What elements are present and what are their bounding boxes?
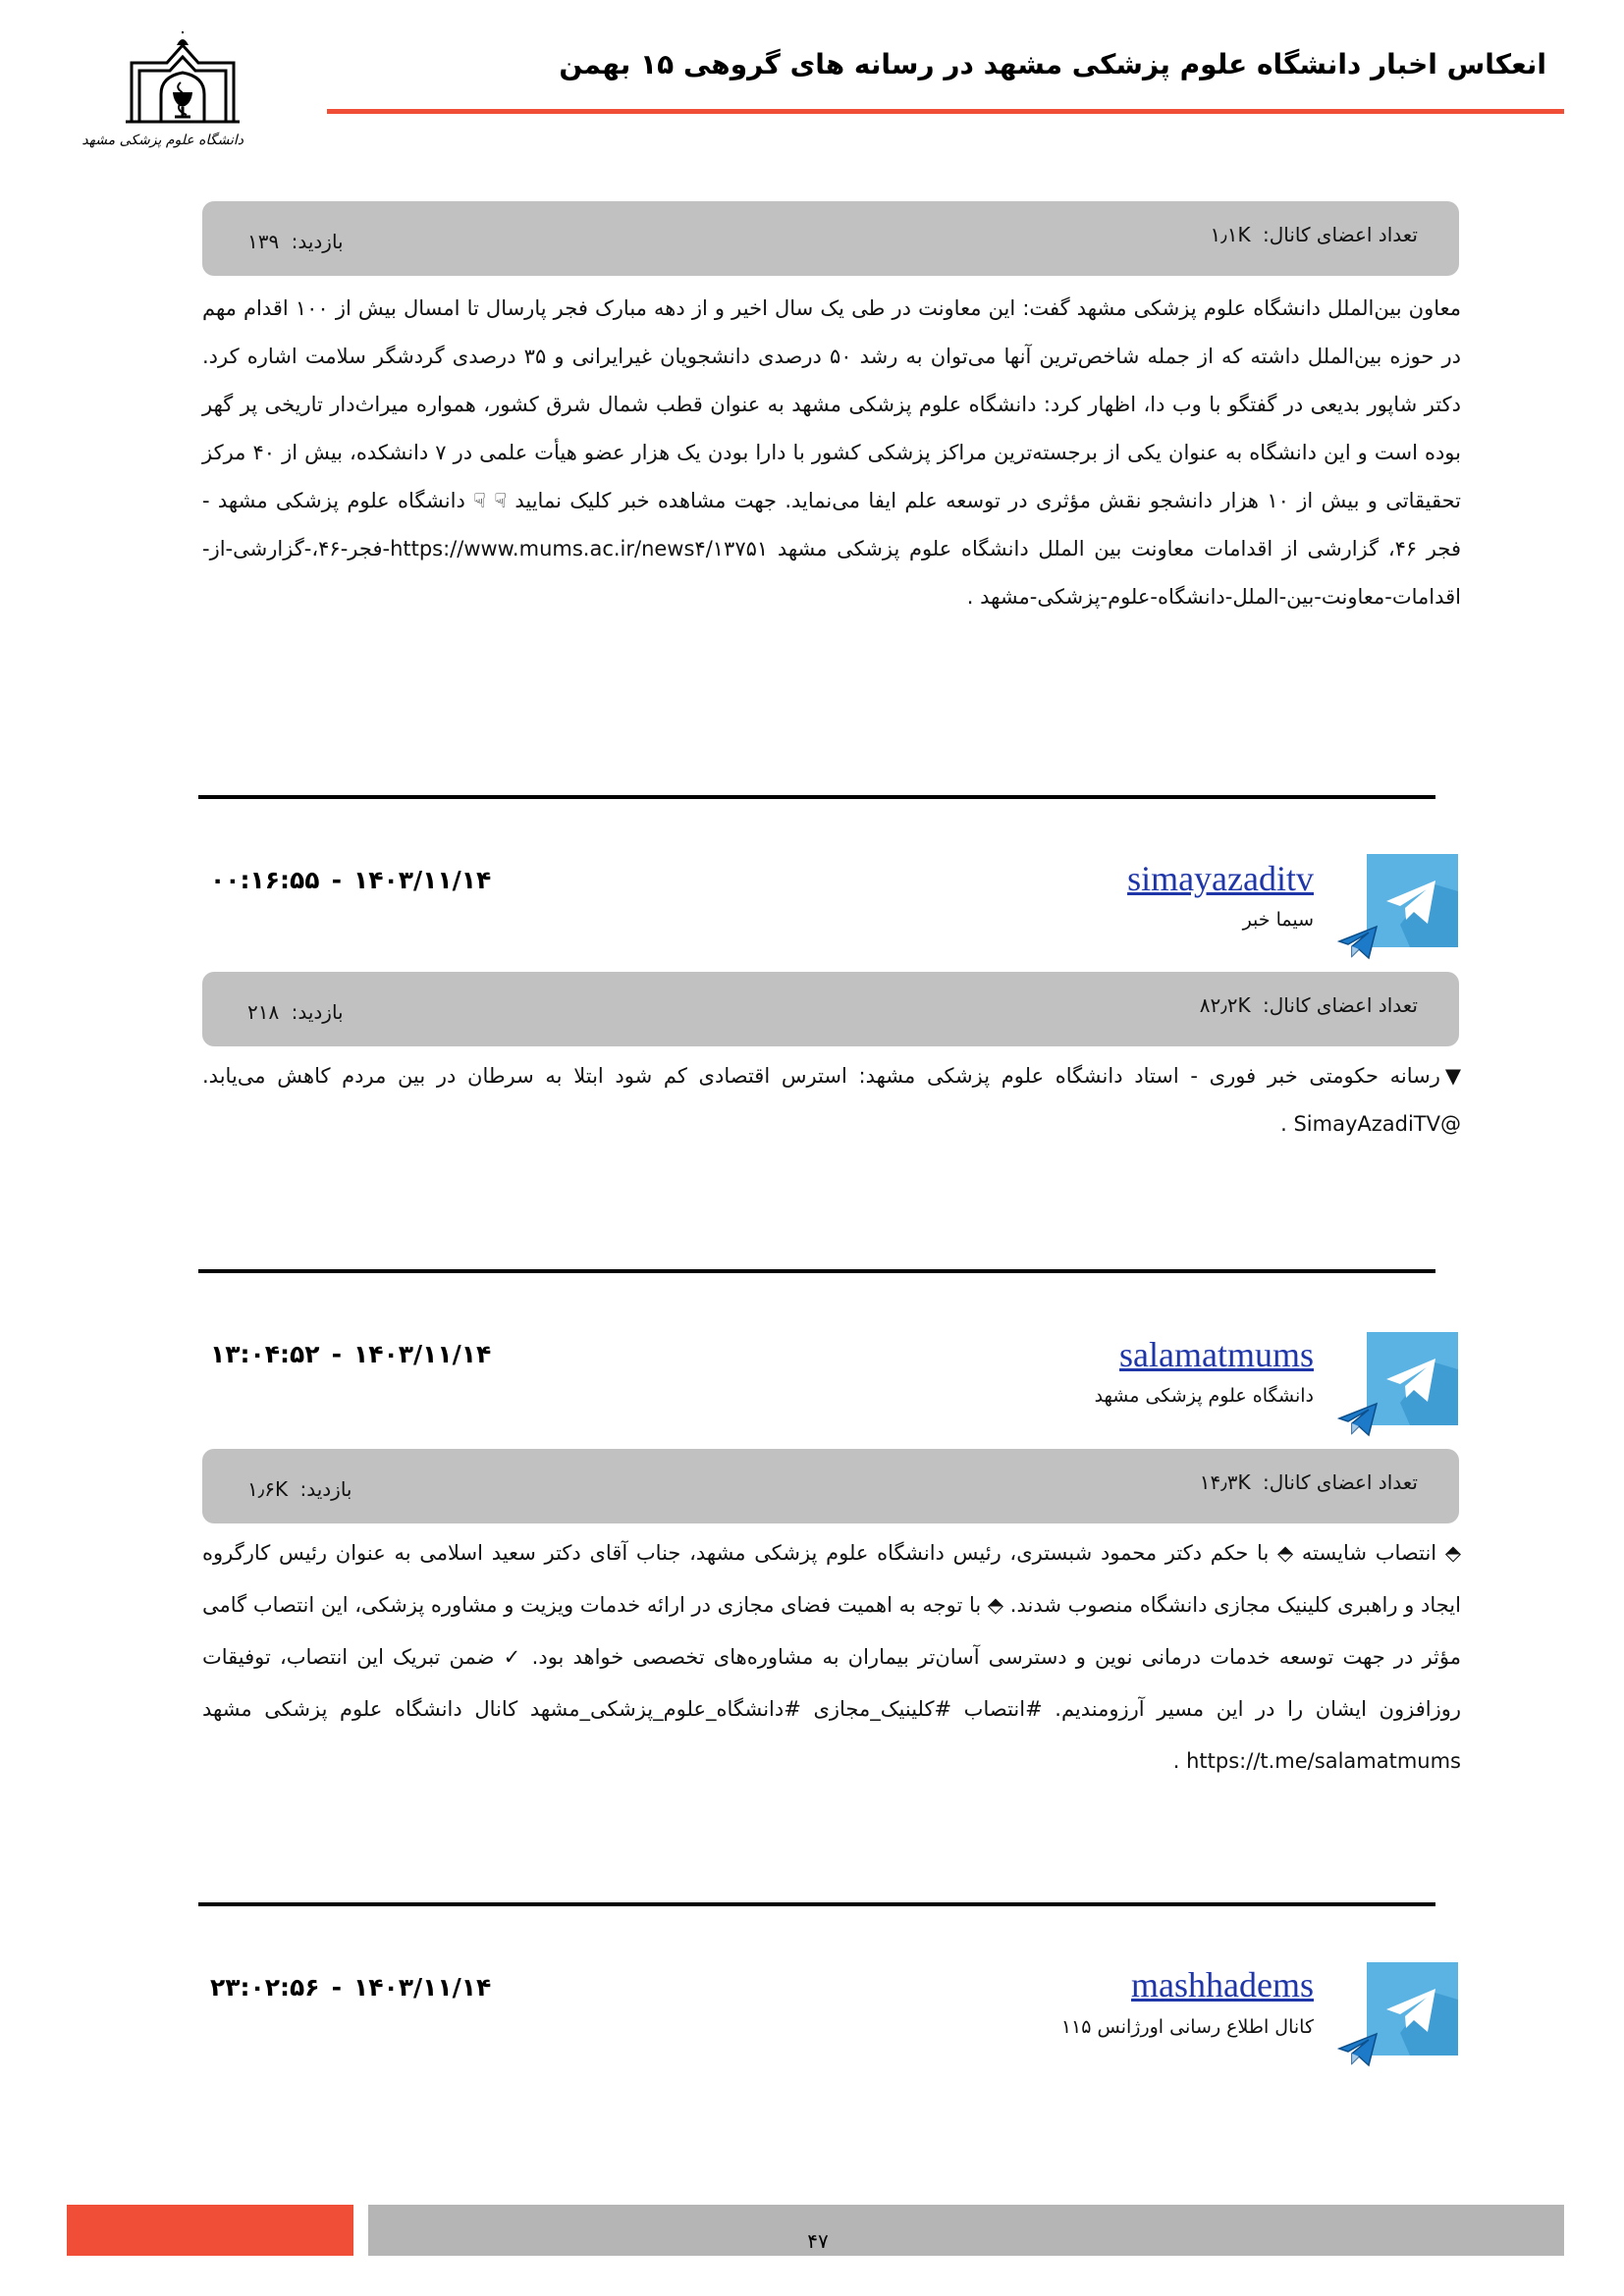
channel-handle-link[interactable]: salamatmums bbox=[1119, 1335, 1314, 1374]
channel-name: دانشگاه علوم پزشکی مشهد bbox=[1094, 1385, 1314, 1407]
post-divider bbox=[198, 1902, 1435, 1906]
date-separator: - bbox=[331, 866, 342, 894]
channel-name: سیما خبر bbox=[1242, 909, 1314, 931]
post-stats-bar bbox=[202, 1449, 1459, 1523]
post-stats-bar bbox=[202, 201, 1459, 276]
logo-text: دانشگاه علوم پزشکی مشهد bbox=[81, 133, 244, 148]
post-views bbox=[247, 228, 344, 255]
post-body: ▼رسانه حکومتی خبر فوری - استاد دانشگاه علوم پزشکی مشهد: استرس اقتصادی کم شود ابتلا به سرطان در بین مردم کاهش می‌یابد. @SimayAzadiTV . bbox=[202, 1064, 1461, 1136]
post-time: ۰۰:۱۶:۵۵ bbox=[210, 866, 320, 894]
channel-name: کانال اطلاع رسانی اورژانس ۱۱۵ bbox=[1060, 2016, 1314, 2038]
members-label: تعداد اعضای کانال: bbox=[1262, 993, 1418, 1017]
university-emblem-icon bbox=[124, 31, 242, 130]
telegram-icon bbox=[1367, 1962, 1458, 2056]
page-number: ۴۷ bbox=[807, 2229, 829, 2253]
post-datetime bbox=[210, 865, 491, 896]
channel-members bbox=[1211, 221, 1418, 248]
views-count: ۱۳۹ bbox=[247, 230, 280, 253]
views-count: ۱٫۶K bbox=[247, 1477, 289, 1501]
post-date: ۱۴۰۳/۱۱/۱۴ bbox=[352, 1340, 492, 1368]
telegram-icon bbox=[1367, 1332, 1458, 1425]
views-count: ۲۱۸ bbox=[247, 1000, 280, 1024]
post-time: ۲۳:۰۲:۵۶ bbox=[210, 1973, 320, 2002]
channel-members bbox=[1200, 991, 1418, 1019]
members-label: تعداد اعضای کانال: bbox=[1262, 1470, 1418, 1494]
members-count: ۱۴٫۳K bbox=[1199, 1470, 1251, 1494]
university-logo bbox=[81, 31, 244, 165]
date-separator: - bbox=[331, 1340, 342, 1368]
members-count: ۸۲٫۲K bbox=[1199, 993, 1251, 1017]
channel-handle-link[interactable]: mashhadems bbox=[1131, 1965, 1314, 2004]
date-separator: - bbox=[331, 1973, 342, 2002]
members-label: تعداد اعضای کانال: bbox=[1262, 223, 1418, 246]
post-date: ۱۴۰۳/۱۱/۱۴ bbox=[352, 1973, 492, 2002]
telegram-plane-icon bbox=[1337, 925, 1379, 960]
views-label: بازدید: bbox=[291, 1000, 344, 1024]
telegram-plane-icon bbox=[1337, 2032, 1379, 2067]
post-views bbox=[247, 998, 344, 1026]
footer-bar bbox=[368, 2205, 1564, 2256]
post-date: ۱۴۰۳/۱۱/۱۴ bbox=[352, 866, 492, 894]
views-label: بازدید: bbox=[299, 1477, 352, 1501]
post-views bbox=[247, 1475, 352, 1503]
post-divider bbox=[198, 1269, 1435, 1273]
channel-members bbox=[1200, 1468, 1418, 1496]
post-time: ۱۳:۰۴:۵۲ bbox=[210, 1340, 320, 1368]
post-datetime bbox=[210, 1339, 491, 1370]
post-body: ⬘ انتصاب شایسته ⬘ با حکم دکتر محمود شبستری، رئیس دانشگاه علوم پزشکی مشهد، جناب آقای دکتر سعید اسلامی به عنوان رئیس کارگروه ایجاد و راهبری کلینیک مجازی دانشگاه منصوب شدند. ⬘ با توجه به اهمیت فضای مجازی در ارائه خدمات ویزیت و مشاوره پزشکی، این انتصاب گامی مؤثر در جهت توسعه خدمات درمانی نوین و دسترسی آسان‌تر بیماران به مشاوره‌های تخصصی خواهد بود. ✓ ضمن تبریک این انتصاب، توفیقات روزافزون ایشان را در این مسیر آرزومندیم. #انتصاب #کلینیک_مجازی #دانشگاه_علوم_پزشکی_مشهد کانال دانشگاه علوم پزشکی مشهد https://t.me/salamatmums . bbox=[202, 1541, 1461, 1773]
views-label: بازدید: bbox=[291, 230, 344, 253]
post-datetime bbox=[210, 1972, 491, 2003]
telegram-icon bbox=[1367, 854, 1458, 947]
title-underline bbox=[327, 109, 1564, 114]
footer-accent-bar bbox=[67, 2205, 353, 2256]
post-stats-bar bbox=[202, 972, 1459, 1046]
post-body: معاون بین‌الملل دانشگاه علوم پزشکی مشهد گفت: این معاونت در طی یک سال اخیر و از دهه مبارک فجر پارسال تا امسال بیش از ۱۰۰ اقدام مهم در حوزه بین‌الملل داشته که از جمله شاخص‌ترین آنها می‌توان به رشد ۵۰ درصدی دانشجویان غیرایرانی و ۳۵ درصدی گردشگر سلامت اشاره کرد. دکتر شاپور بدیعی در گفتگو با وب دا، اظهار کرد: دانشگاه علوم پزشکی مشهد به عنوان قطب شمال شرق کشور، همواره میراث‌دار تاریخی پر گهر بوده است و این دانشگاه به عنوان یکی از برجسته‌ترین مراکز پزشکی کشور با دارا بودن یک هزار عضو هیأت علمی در ۷ دانشکده، بیش از ۴۰ مرکز تحقیقاتی و بیش از ۱۰ هزار دانشجو نقش مؤثری در توسعه علم ایفا می‌نماید. جهت مشاهده خبر کلیک نمایید ☟ ☟ دانشگاه علوم پزشکی مشهد - فجر ۴۶، گزارشی از اقدامات معاونت بین الملل دانشگاه علوم پزشکی مشهد https://www.mums.ac.ir/news۴/۱۳۷۵۱-فجر-۴۶،-گزارشی-از-اقدامات-معاونت-بین-الملل-دانشگاه-علوم-پزشکی-مشهد . bbox=[202, 296, 1461, 609]
page-title: انعکاس اخبار دانشگاه علوم پزشکی مشهد در رسانه های گروهی ۱۵ بهمن bbox=[559, 48, 1546, 80]
telegram-plane-icon bbox=[1337, 1402, 1379, 1437]
channel-handle-link[interactable]: simayazaditv bbox=[1127, 859, 1314, 898]
members-count: ۱٫۱K bbox=[1210, 223, 1251, 246]
post-divider bbox=[198, 795, 1435, 799]
